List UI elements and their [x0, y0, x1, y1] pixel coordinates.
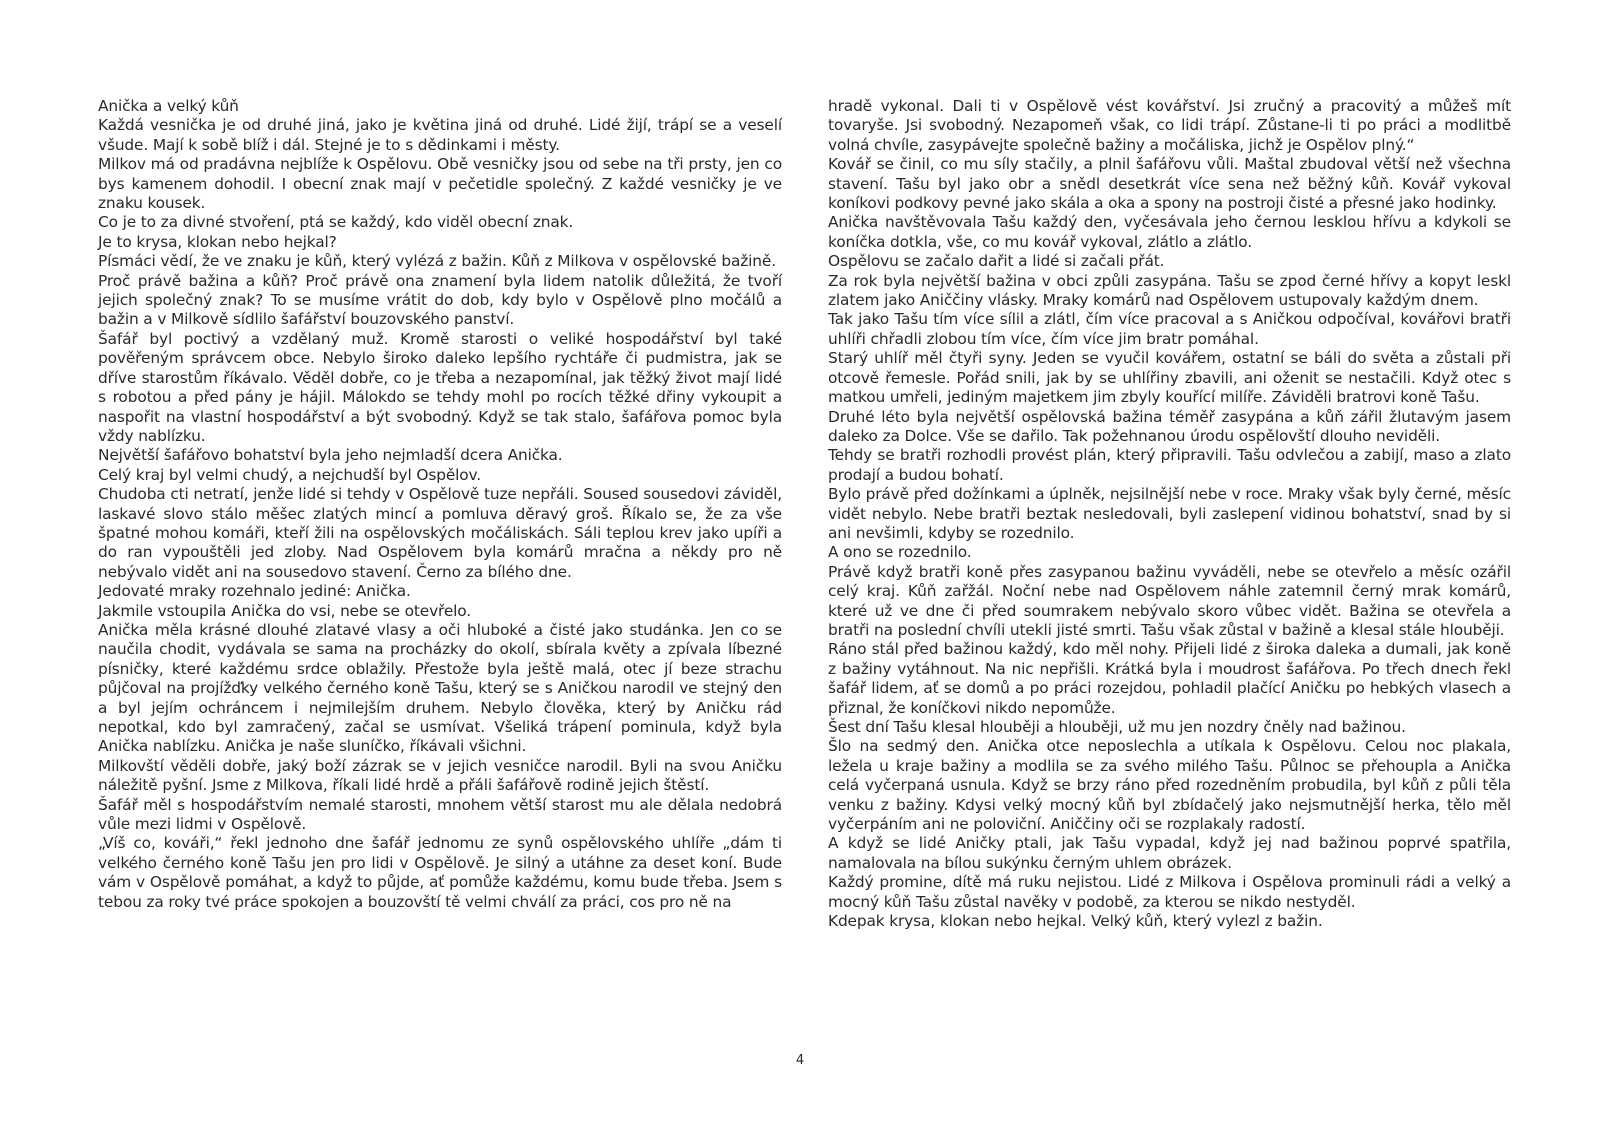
paragraph: Tak jako Tašu tím více sílil a zlátl, čím více pracoval a s Aničkou odpočíval, kovářovi bratři uhlíři chřadli zlobou tím více, čím více jim bratr pomáhal.	[828, 310, 1511, 348]
left-page-column	[98, 97, 782, 912]
page-number: 4	[795, 1053, 805, 1068]
paragraph: Ospělovu se začalo dařit a lidé si začali přát.	[828, 252, 1165, 271]
paragraph: Celý kraj byl velmi chudý, a nejchudší byl Ospělov.	[98, 465, 482, 484]
paragraph: A ono se rozednilo.	[828, 543, 972, 562]
paragraph: Jedovaté mraky rozehnalo jediné: Anička.	[98, 582, 411, 601]
paragraph: A když se lidé Aničky ptali, jak Tašu vypadal, když jej nad bažinou poprvé spatřila, namalovala na bílou sukýnku černým uhlem obrázek.	[828, 834, 1511, 872]
paragraph: Co je to za divné stvoření, ptá se každý, kdo viděl obecní znak.	[98, 213, 574, 232]
paragraph: Proč právě bažina a kůň? Proč právě ona znamení byla lidem natolik důležitá, že tvoří jejich společný znak? To se musíme vrátit do dob, kdy bylo v Ospělově plno močálů a bažin a v Milkově sídlilo šafářství bouzovského panství.	[98, 271, 782, 329]
paragraph: Anička navštěvovala Tašu každý den, vyčesávala jeho černou lesklou hřívu a kdykoli se koníčka dotkla, vše, co mu kovář vykoval, zlátlo a zlátlo.	[828, 213, 1511, 251]
paragraph: Za rok byla největší bažina v obci způli zasypána. Tašu se zpod černé hřívy a kopyt leskl zlatem jako Aniččiny vlásky. Mraky komárů nad Ospělovem ustupovaly každým dnem.	[828, 271, 1511, 310]
paragraph: Anička měla krásné dlouhé zlatavé vlasy a oči hluboké a čisté jako studánka. Jen co se naučila chodit, vydávala se sama na procházky do okolí, sbírala květy a zpívala líbezné písničky, které každému srdce oblažily. Přestože byla ještě malá, otec jí beze strachu půjčoval na projížďky velkého černého koně Tašu, který se s Aničkou narodil ve stejný den a byl jejím ochráncem i nejmilejším druhem. Nebylo člověka, který by Aničku rád nepotkal, kdo byl zamračený, začal se usmívat. Všeliká trápení pominula, když byla Anička nablízku. Anička je naše sluníčko, říkávali všichni.	[98, 620, 782, 756]
paragraph: Milkovští věděli dobře, jaký boží zázrak se v jejich vesničce narodil. Byli na svou Aničku náležitě pyšní. Jsme z Milkova, říkali lidé hrdě a přáli šafářově rodině jejich štěstí.	[98, 756, 782, 795]
paragraph: Starý uhlíř měl čtyři syny. Jeden se vyučil kovářem, ostatní se báli do světa a zůstali při otcově řemesle. Pořád snili, jak by se uhlířiny zbavili, ani oženit se nestačili. Když otec s matkou umřeli, jediným majetkem jim zbyly kouřící milíře. Záviděli bratrovi koně Tašu.	[828, 349, 1511, 407]
paragraph: Každý promine, dítě má ruku nejistou. Lidé z Milkova i Ospělova prominuli rádi a velký a mocný kůň Tašu zůstal navěky v podobě, za kterou se nikdo nestyděl.	[828, 873, 1511, 911]
paragraph: Je to krysa, klokan nebo hejkal?	[98, 232, 337, 251]
paragraph: Šafář měl s hospodářstvím nemalé starosti, mnohem větší starost mu ale dělala nedobrá vůle mezi lidmi v Ospělově.	[98, 795, 782, 834]
paragraph: Písmáci vědí, že ve znaku je kůň, který vylézá z bažin. Kůň z Milkova v ospělovské bažině.	[98, 252, 776, 271]
paragraph: Kdepak krysa, klokan nebo hejkal. Velký kůň, který vylezl z bažin.	[828, 912, 1323, 931]
paragraph: Šest dní Tašu klesal hlouběji a hlouběji, už mu jen nozdry čněly nad bažinou.	[828, 718, 1406, 736]
paragraph: Jakmile vstoupila Anička do vsi, nebe se otevřelo.	[98, 601, 472, 620]
paragraph: Největší šafářovo bohatství byla jeho nejmladší dcera Anička.	[98, 446, 563, 465]
paragraph: Šlo na sedmý den. Anička otce neposlechla a utíkala k Ospělovu. Celou noc plakala, ležela u kraje bažiny a modlila se za svého milého Tašu. Půlnoc se přehoupla a Anička celá vyčerpaná usnula. Když se brzy ráno před rozedněním probudila, byl kůň z půli těla venku z bažiny. Kdysi velký mocný kůň byl zbídačelý jako nejsmutnější herka, tělo měl vyčerpáním ani ne poloviční. Aniččiny oči se rozplakaly radostí.	[828, 737, 1511, 834]
paragraph: Milkov má od pradávna nejblíže k Ospělovu. Obě vesničky jsou od sebe na tři prsty, jen co bys kamenem dohodil. I obecní znak mají v pečetidle společný. Z každé vesničky je ve znaku kousek.	[98, 155, 782, 213]
right-page-column	[828, 97, 1511, 931]
paragraph: Šafář byl poctivý a vzdělaný muž. Kromě starosti o veliké hospodářství byl také pověřeným správcem obce. Nebylo široko daleko lepšího rychtáře či pudmistra, jak se dříve starostům říkávalo. Věděl dobře, co je třeba a nezapomínal, jak těžký život mají lidé s robotou a před pány je hájil. Málokdo se tehdy mohl po rocích těžké dřiny vykoupit a naspořit na vlastní hospodářství a být svobodný. Když se tak stalo, šafářova pomoc byla vždy nablízku.	[98, 329, 782, 445]
paragraph: „Víš co, kováři,“ řekl jednoho dne šafář jednomu ze synů ospělovského uhlíře „dám ti velkého černého koně Tašu jen pro lidi v Ospělově. Je silný a utáhne za deset koní. Bude vám v Ospělově pomáhat, a když to půjde, ať pomůže každému, komu bude třeba. Jsem s tebou za roky tvé práce spokojen a bouzovští tě velmi chválí za práci, cos pro ně na	[98, 834, 782, 911]
paragraph: Kovář se činil, co mu síly stačily, a plnil šafářovu vůli. Maštal zbudoval větší než všechna stavení. Tašu byl jako obr a snědl desetkrát více sena než běžný kůň. Kovář vykoval koníkovi podkovy pevné jako skála a oka a spony na postroji čisté a přesné jako hodinky.	[828, 155, 1511, 213]
paragraph: Každá vesnička je od druhé jiná, jako je květina jiná od druhé. Lidé žijí, trápí se a veselí všude. Mají k sobě blíž i dál. Stejné je to s dědinkami i městy.	[98, 116, 782, 154]
paragraph: Chudoba cti netratí, jenže lidé si tehdy v Ospělově tuze nepřáli. Soused sousedovi záviděl, laskavé slovo stálo měšec zlatých mincí a pomluva děravý groš. Říkalo se, že za vše špatné mohou komáři, kteří žili na ospělovských močáliskách. Sáli teplou krev jako upíři a do ran vypouštěli jed zloby. Nad Ospělovem byla komárů mračna a někdy pro ně nebývalo vidět ani na sousedovo stavení. Černo za bílého dne.	[98, 485, 782, 581]
paragraph: Právě když bratři koně přes zasypanou bažinu vyváděli, nebe se otevřelo a měsíc ozářil celý kraj. Kůň zařžál. Noční nebe nad Ospělovem náhle zatemnil černý mrak komárů, které už ve dne či před soumrakem nebývalo skoro vůbec vidět. Bažina se otevřela a bratři na poslední chvíli utekli jisté smrti. Tašu však zůstal v bažině a klesal stále hlouběji.	[828, 562, 1511, 639]
paragraph: hradě vykonal. Dali ti v Ospělově vést kovářství. Jsi zručný a pracovitý a můžeš mít tovaryše. Jsi svobodný. Nezapomeň však, co lidi trápí. Zůstane-li ti po práci a modlitbě volná chvíle, zasypávejte společně bažiny a močáliska, jichž je Ospělov plný.“	[828, 97, 1511, 154]
paragraph: Bylo právě před dožínkami a úplněk, nejsilnější nebe v roce. Mraky však byly černé, měsíc vidět nebylo. Nebe bratři beztak nesledovali, byli zaslepení vidinou bohatství, snad by si ani nevšimli, kdyby se rozednilo.	[828, 485, 1511, 542]
paragraph: Tehdy se bratři rozhodli provést plán, který připravili. Tašu odvlečou a zabijí, maso a zlato prodají a budou bohatí.	[828, 446, 1511, 484]
story-title: Anička a velký kůň	[98, 97, 239, 115]
paragraph: Ráno stál před bažinou každý, kdo měl nohy. Přijeli lidé z široka daleka a dumali, jak koně z bažiny vytáhnout. Na nic nepřišli. Krátká byla i moudrost šafářova. Po třech dnech řekl šafář lidem, ať se domů a po práci rozejdou, pohladil plačící Aničku po hebkých vlasech a přiznal, že koníčkovi nikdo nepomůže.	[828, 640, 1511, 717]
paragraph: Druhé léto byla největší ospělovská bažina téměř zasypána a kůň zářil žlutavým jasem daleko za Dolce. Vše se dařilo. Tak požehnanou úrodu ospělovští dlouho neviděli.	[828, 407, 1511, 445]
